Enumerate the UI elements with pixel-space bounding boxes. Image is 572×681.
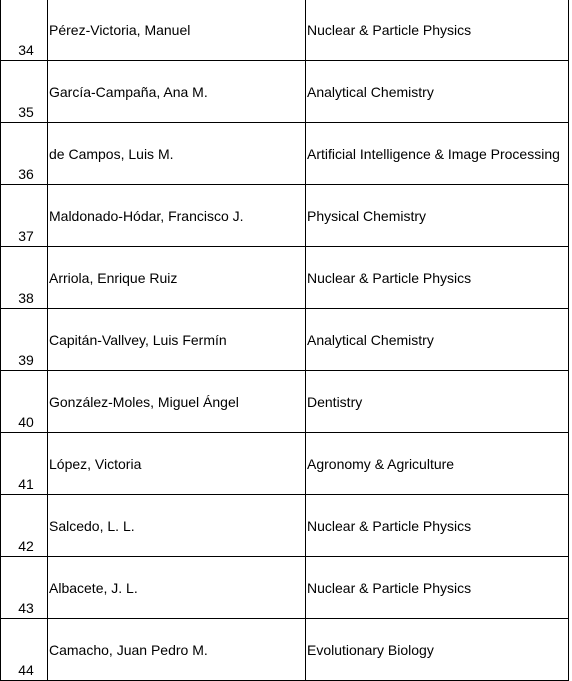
row-number: 37 <box>1 185 48 247</box>
row-number: 43 <box>1 557 48 619</box>
research-field: Analytical Chemistry <box>306 309 569 371</box>
table-row <box>1 247 569 309</box>
research-field: Nuclear & Particle Physics <box>306 557 569 619</box>
table-row <box>1 123 569 185</box>
row-number: 44 <box>1 619 48 681</box>
researcher-name: Arriola, Enrique Ruiz <box>48 247 306 309</box>
research-field: Evolutionary Biology <box>306 619 569 681</box>
research-field: Nuclear & Particle Physics <box>306 0 569 61</box>
researcher-name: Pérez-Victoria, Manuel <box>48 0 306 61</box>
table-row <box>1 0 569 61</box>
researcher-name: Capitán-Vallvey, Luis Fermín <box>48 309 306 371</box>
research-field: Analytical Chemistry <box>306 61 569 123</box>
table-row <box>1 61 569 123</box>
table-row <box>1 557 569 619</box>
researcher-name: Albacete, J. L. <box>48 557 306 619</box>
research-field: Agronomy & Agriculture <box>306 433 569 495</box>
research-field: Nuclear & Particle Physics <box>306 247 569 309</box>
researcher-table-body <box>1 0 569 681</box>
row-number: 36 <box>1 123 48 185</box>
row-number: 34 <box>1 0 48 61</box>
row-number: 40 <box>1 371 48 433</box>
research-field: Nuclear & Particle Physics <box>306 495 569 557</box>
row-number: 41 <box>1 433 48 495</box>
researcher-name: Maldonado-Hódar, Francisco J. <box>48 185 306 247</box>
row-number: 42 <box>1 495 48 557</box>
table-row <box>1 371 569 433</box>
table-row <box>1 185 569 247</box>
table-row <box>1 433 569 495</box>
row-number: 35 <box>1 61 48 123</box>
table-row <box>1 309 569 371</box>
table-row <box>1 495 569 557</box>
researcher-name: García-Campaña, Ana M. <box>48 61 306 123</box>
researcher-name: González-Moles, Miguel Ángel <box>48 371 306 433</box>
row-number: 38 <box>1 247 48 309</box>
researcher-name: Camacho, Juan Pedro M. <box>48 619 306 681</box>
researcher-name: de Campos, Luis M. <box>48 123 306 185</box>
research-field: Dentistry <box>306 371 569 433</box>
row-number: 39 <box>1 309 48 371</box>
table-row <box>1 619 569 681</box>
research-field: Artificial Intelligence & Image Processing <box>306 123 569 185</box>
research-field: Physical Chemistry <box>306 185 569 247</box>
researcher-name: López, Victoria <box>48 433 306 495</box>
researcher-name: Salcedo, L. L. <box>48 495 306 557</box>
